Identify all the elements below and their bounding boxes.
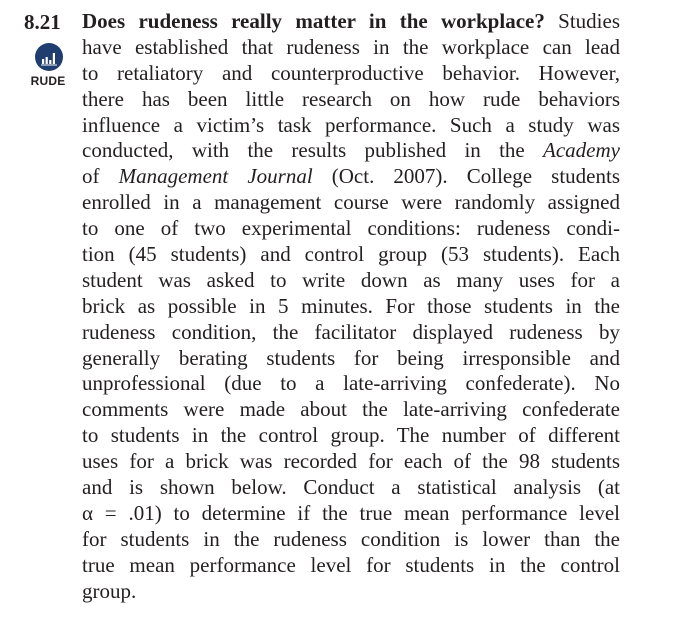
text-line: true mean performance level for students in the control (82, 552, 620, 577)
text-line: enrolled in a management course were randomly assigned (82, 190, 620, 215)
problem-title: Does rudeness really matter in the workplace? (82, 9, 545, 33)
text-line: influence a victim’s task performance. Such a study was (82, 112, 620, 137)
text-line: uses for a brick was recorded for each of the 98 students (82, 449, 620, 474)
text-line: α = .01) to determine if the true mean performance level (82, 500, 620, 525)
text-line: group. (82, 578, 137, 603)
bar-chart-icon (34, 42, 64, 72)
text-line: comments were made about the late-arriving confederate (82, 397, 620, 422)
dataset-label: RUDE (30, 74, 66, 88)
text-line: generally berating students for being irresponsible and (82, 345, 620, 370)
text-line: of Management Journal (Oct. 2007). College students (82, 164, 620, 189)
text-line: and is shown below. Conduct a statistical analysis (at (82, 475, 620, 500)
data-file-badge (34, 42, 64, 72)
text-line: Does rudeness really matter in the workplace? Studies (82, 9, 620, 33)
text-line: have established that rudeness in the workplace can lead (82, 34, 620, 59)
text-line: there has been little research on how rude behaviors (82, 86, 620, 111)
text-line: to one of two experimental conditions: rudeness condi- (82, 216, 620, 241)
text-line: for students in the rudeness condition is lower than the (82, 526, 620, 551)
text-line: student was asked to write down as many uses for a (82, 267, 620, 292)
journal-name-part2: Management Journal (118, 164, 313, 189)
problem-number: 8.21 (24, 10, 61, 34)
text-line: conducted, with the results published in the Academy (82, 138, 620, 163)
journal-name-part1: Academy (543, 138, 620, 163)
text-line: to retaliatory and counterproductive behavior. However, (82, 60, 620, 85)
text-line: to students in the control group. The number of different (82, 423, 620, 448)
text-line: unprofessional (due to a late-arriving confederate). No (82, 371, 620, 396)
problem-text (82, 9, 620, 604)
text-line: brick as possible in 5 minutes. For those students in the (82, 293, 620, 318)
text-line: tion (45 students) and control group (53 students). Each (82, 242, 620, 267)
text-line: rudeness condition, the facilitator displayed rudeness by (82, 319, 620, 344)
